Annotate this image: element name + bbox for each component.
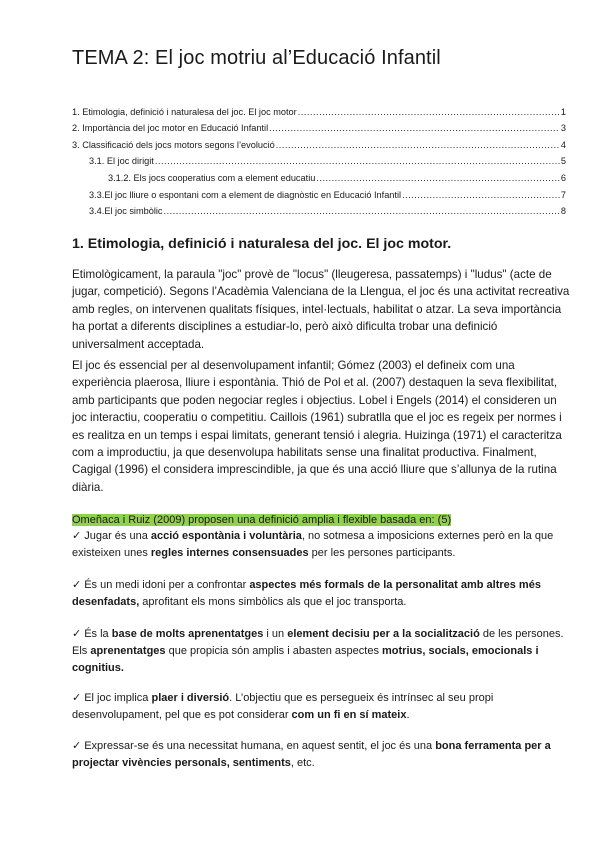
toc-entry[interactable]: [72, 150, 566, 167]
item-text: aprofitant els mons simbòlics als que el joc transporta.: [139, 596, 407, 608]
item-bold-text: element decisiu per a la socialització: [287, 628, 480, 640]
toc-leader-dots: [155, 156, 560, 166]
item-bold-text: bona ferramenta per a projectar vivències personals, sentiments: [72, 740, 551, 769]
check-item: [72, 528, 570, 562]
section-heading: 1. Etimologia, definició i naturalesa del joc. El joc motor.: [72, 236, 452, 252]
paragraph-etymology: Etimològicament, la paraula "joc" provè de "locus" (lleugeresa, passatemps) i "ludus" (acte de jugar, competició). Segons l’Acadèmia Valenciana de la Llengua, el joc és una activitat recreativa amb regles, on intervenen qualitats físiques, intel·lectuals, habilitat o atzar. La seva importància ha portat a diferents disciplines a estudiar-lo, però això dificulta trobar una definició universalment acceptada.: [72, 268, 570, 351]
check-item: [72, 626, 570, 677]
item-text: És un medi idoni per a confrontar: [84, 579, 250, 591]
item-bold-text: base de molts aprenentatges: [111, 628, 264, 640]
toc-entry[interactable]: [72, 200, 566, 217]
toc-entry-label: 3.1. El joc dirigit: [89, 156, 154, 167]
toc-leader-dots: [316, 173, 560, 183]
highlight-text: Omeñaca i Ruiz (2009) proposen una definició amplia i flexible basada en: (5): [72, 514, 452, 526]
check-icon: ✓: [72, 628, 82, 640]
toc-leader-dots: [298, 107, 560, 117]
check-icon: ✓: [72, 692, 82, 704]
check-icon: ✓: [72, 579, 82, 591]
item-text: El joc implica: [84, 692, 152, 704]
toc-entry-label: 1. Etimologia, definició i naturalesa del joc. El joc motor: [72, 106, 297, 117]
paragraph-definitions: El joc és essencial per al desenvolupament infantil; Gómez (2003) el defineix com una experiència plaerosa, lliure i espontània. Thió de Pol et al. (2007) destaquen la seva flexibilitat, amb participants que poden negociar regles i objectius. Lobel i Engels (2014) el consideren un joc interactiu, cooperatiu o competitiu. Caillois (1961) subratlla que el joc es regeix per normes i es realitza en un temps i espai limitats, generant tensió i alegria. Huizinga (1971) el caracteritza com a improductiu, ja que desenvolupa habilitats sense una finalitat productiva. Finalment, Cagigal (1996) el considera imprescindible, ja que és una acció lliure que s’allunya de la rutina diària.: [72, 359, 562, 494]
item-text: de les persones. Els: [72, 628, 564, 657]
item-text: Jugar és una: [84, 530, 151, 542]
toc-entry-page: 6: [560, 172, 566, 183]
item-bold-text: com un fi en sí mateix: [291, 709, 407, 721]
toc-entry[interactable]: [72, 100, 566, 117]
item-text: que propicia són amplis i abasten aspectes: [165, 645, 383, 657]
item-text: . L’objectiu que es persegueix és intrínsec al seu propi desenvolupament, pel que es pot considerar: [72, 692, 494, 721]
item-bold-text: regles internes consensuades: [150, 547, 309, 559]
item-text: , etc.: [290, 757, 315, 769]
toc-entry[interactable]: [72, 133, 566, 150]
toc-leader-dots: [164, 206, 560, 216]
toc-entry[interactable]: [72, 117, 566, 134]
item-bold-text: motrius, socials, emocionals i cognitius.: [72, 645, 539, 674]
toc-entry-page: 3: [560, 123, 566, 134]
page-title: TEMA 2: El joc motriu al’Educació Infantil: [72, 47, 441, 69]
toc-entry-page: 4: [560, 139, 566, 150]
toc-entry-page: 7: [560, 189, 566, 200]
toc-entry-page: 8: [560, 206, 566, 217]
toc-leader-dots: [269, 123, 560, 133]
item-bold-text: acció espontània i voluntària: [150, 530, 302, 542]
item-bold-text: aprenentatges: [90, 645, 166, 657]
toc-leader-dots: [276, 140, 560, 150]
item-bold-text: aspectes més formals de la personalitat amb altres més desenfadats,: [72, 579, 541, 608]
item-bold-text: plaer i diversió: [151, 692, 230, 704]
check-item: [72, 690, 570, 724]
item-text: i un: [263, 628, 288, 640]
item-text: Expressar-se és una necessitat humana, en aquest sentit, el joc és una: [84, 740, 436, 752]
highlighted-line: [72, 513, 451, 528]
table-of-contents: [72, 100, 566, 216]
item-text: , no sotmesa a imposicions externes però en la que existeixen unes: [72, 530, 554, 559]
toc-entry[interactable]: [72, 166, 566, 183]
toc-entry-page: 5: [560, 156, 566, 167]
check-icon: ✓: [72, 740, 82, 752]
toc-entry-label: 2. Importància del joc motor en Educació Infantil: [72, 123, 269, 134]
toc-entry-label: 3. Classificació dels jocs motors segons l’evolució: [72, 139, 275, 150]
check-item: [72, 738, 570, 772]
item-text: per les persones participants.: [308, 547, 456, 559]
item-text: És la: [84, 628, 112, 640]
check-icon: ✓: [72, 530, 82, 542]
toc-entry[interactable]: [72, 183, 566, 200]
check-item: [72, 577, 570, 611]
toc-entry-label: 3.3.El joc lliure o espontani com a element de diagnòstic en Educació Infantil: [89, 189, 402, 200]
toc-entry-label: 3.4.El joc simbòlic: [89, 206, 163, 217]
item-text: .: [406, 709, 410, 721]
toc-entry-page: 1: [560, 106, 566, 117]
toc-leader-dots: [402, 190, 560, 200]
toc-entry-label: 3.1.2. Els jocs cooperatius com a element educatiu: [108, 172, 316, 183]
